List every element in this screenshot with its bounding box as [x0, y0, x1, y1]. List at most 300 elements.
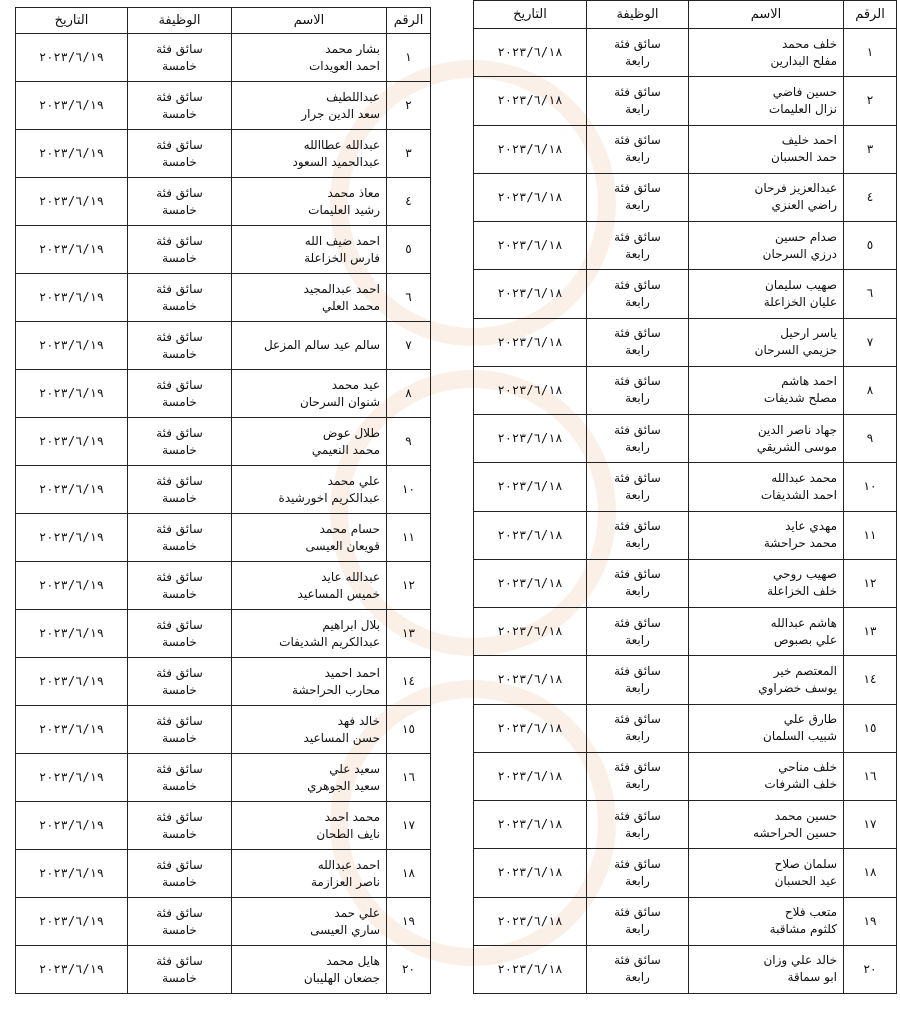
name-line-1: المعتصم خير [773, 663, 837, 678]
employee-name [232, 130, 387, 178]
row-date: ٢٠٢٣/٦/١٨ [474, 29, 587, 77]
employee-name [232, 370, 387, 418]
row-number: ٣ [844, 125, 897, 173]
row-number: ١٣ [844, 608, 897, 656]
job-title [128, 418, 232, 466]
right-table [473, 0, 897, 994]
employee-name [232, 418, 387, 466]
row-number: ٨ [844, 366, 897, 414]
employee-name [689, 849, 844, 897]
job-title [587, 463, 689, 511]
job-line-1: سائق فئة [156, 89, 203, 104]
job-line-2: رابعة [625, 53, 650, 68]
job-line-2: خامسة [162, 586, 197, 601]
row-date: ٢٠٢٣/٦/١٨ [474, 318, 587, 366]
job-title [587, 29, 689, 77]
job-line-1: سائق فئة [156, 329, 203, 344]
employee-name [689, 318, 844, 366]
name-line-2: حمد الحسبان [771, 150, 837, 165]
row-number: ١٧ [844, 801, 897, 849]
job-line-1: سائق فئة [156, 761, 203, 776]
job-title [587, 77, 689, 125]
employee-name [232, 226, 387, 274]
job-line-1: سائق فئة [614, 712, 661, 727]
header-date: التاريخ [16, 8, 128, 34]
job-line-2: رابعة [625, 873, 650, 888]
row-date: ٢٠٢٣/٦/١٩ [16, 226, 128, 274]
employee-name [232, 946, 387, 994]
row-number: ٧ [387, 322, 431, 370]
name-line-2: عبدالكريم الشديفات [279, 634, 380, 649]
table-row [474, 415, 897, 463]
right-table-body [474, 29, 897, 994]
name-line-2: خميس المساعيد [297, 586, 380, 601]
job-title [587, 318, 689, 366]
name-line-2: احمد العويدات [308, 58, 380, 73]
row-date: ٢٠٢٣/٦/١٩ [16, 370, 128, 418]
job-title [587, 415, 689, 463]
name-line-2: جضعان الهليبان [303, 970, 380, 985]
row-number: ١٦ [387, 754, 431, 802]
employee-name [689, 415, 844, 463]
job-title [587, 222, 689, 270]
row-date: ٢٠٢٣/٦/١٩ [16, 946, 128, 994]
name-line-1: سالم عيد سالم المزعل [263, 338, 380, 352]
row-date: ٢٠٢٣/٦/١٨ [474, 415, 587, 463]
employee-name [232, 466, 387, 514]
job-line-2: رابعة [625, 825, 650, 840]
row-date: ٢٠٢٣/٦/١٩ [16, 466, 128, 514]
job-line-2: رابعة [625, 777, 650, 792]
row-date: ٢٠٢٣/٦/١٨ [474, 270, 587, 318]
job-line-2: خامسة [162, 826, 197, 841]
job-line-1: سائق فئة [614, 36, 661, 51]
row-date: ٢٠٢٣/٦/١٨ [474, 511, 587, 559]
name-line-1: احمد عبدالمجيد [303, 281, 380, 296]
name-line-1: احمد هاشم [781, 374, 837, 389]
name-line-1: عبدالله عطاالله [303, 137, 380, 152]
job-line-2: خامسة [162, 490, 197, 505]
name-line-2: قويعان العيسى [305, 538, 380, 553]
employee-name [232, 82, 387, 130]
job-line-1: سائق فئة [156, 617, 203, 632]
job-line-1: سائق فئة [614, 84, 661, 99]
row-number: ١٩ [387, 898, 431, 946]
name-line-2: ساري العيسى [310, 922, 380, 937]
job-title [587, 173, 689, 221]
table-row [474, 608, 897, 656]
job-line-1: سائق فئة [614, 519, 661, 534]
table-header-row [16, 8, 431, 34]
job-line-1: سائق فئة [156, 473, 203, 488]
table-row [474, 29, 897, 77]
table-row [474, 511, 897, 559]
table-row [474, 801, 897, 849]
row-date: ٢٠٢٣/٦/١٩ [16, 754, 128, 802]
job-title [128, 946, 232, 994]
name-line-1: خلف محمد [781, 36, 837, 51]
name-line-1: عبدالله عايد [321, 569, 380, 584]
table-row [474, 656, 897, 704]
job-title [128, 898, 232, 946]
job-title [128, 178, 232, 226]
row-date: ٢٠٢٣/٦/١٩ [16, 514, 128, 562]
job-title [128, 370, 232, 418]
row-number: ١٨ [844, 849, 897, 897]
employee-name [232, 898, 387, 946]
name-line-2: حسن المساعيد [303, 730, 380, 745]
table-row [16, 34, 431, 82]
table-row [16, 946, 431, 994]
header-name: الاسم [232, 8, 387, 34]
name-line-2: شنوان السرحان [299, 394, 380, 409]
table-row [474, 897, 897, 945]
row-number: ١ [387, 34, 431, 82]
job-line-1: سائق فئة [614, 133, 661, 148]
row-date: ٢٠٢٣/٦/١٨ [474, 222, 587, 270]
job-line-1: سائق فئة [156, 953, 203, 968]
table-header-row [474, 1, 897, 29]
job-line-2: رابعة [625, 246, 650, 261]
employee-name [689, 77, 844, 125]
name-line-1: خالد فهد [337, 713, 380, 728]
employee-name [232, 34, 387, 82]
row-date: ٢٠٢٣/٦/١٨ [474, 704, 587, 752]
job-title [587, 559, 689, 607]
name-line-2: رشيد العليمات [308, 202, 380, 217]
job-line-1: سائق فئة [614, 229, 661, 244]
name-line-1: احمد عبدالله [317, 857, 380, 872]
job-title [587, 945, 689, 993]
name-line-1: سلمان صلاح [774, 856, 837, 871]
table-row [16, 466, 431, 514]
job-line-2: خامسة [162, 730, 197, 745]
row-date: ٢٠٢٣/٦/١٩ [16, 82, 128, 130]
name-line-1: حسين فاضي [772, 84, 837, 99]
left-table [15, 7, 431, 994]
job-title [128, 754, 232, 802]
row-number: ٣ [387, 130, 431, 178]
table-row [16, 802, 431, 850]
row-number: ١٤ [844, 656, 897, 704]
job-title [128, 322, 232, 370]
job-line-1: سائق فئة [614, 663, 661, 678]
job-line-1: سائق فئة [614, 808, 661, 823]
name-line-1: عيد محمد [331, 377, 380, 392]
job-line-2: خامسة [162, 778, 197, 793]
name-line-1: علي حمد [334, 905, 380, 920]
name-line-1: احمد خليف [781, 133, 837, 148]
name-line-1: علي محمد [327, 473, 380, 488]
employee-name [689, 897, 844, 945]
job-line-2: رابعة [625, 487, 650, 502]
name-line-2: حزيمي السرحان [754, 343, 837, 358]
name-line-1: احمد احميد [324, 665, 380, 680]
job-title [128, 226, 232, 274]
job-title [128, 706, 232, 754]
name-line-2: محمد حراحشة [763, 536, 837, 551]
employee-name [232, 514, 387, 562]
row-number: ١٢ [844, 559, 897, 607]
name-line-1: احمد ضيف الله [304, 233, 380, 248]
row-number: ١١ [844, 511, 897, 559]
name-line-2: ناصر العزازمة [310, 874, 380, 889]
job-line-1: سائق فئة [156, 521, 203, 536]
row-date: ٢٠٢٣/٦/١٨ [474, 897, 587, 945]
employee-name [689, 366, 844, 414]
row-number: ٢٠ [844, 945, 897, 993]
job-line-1: سائق فئة [156, 41, 203, 56]
job-line-1: سائق فئة [156, 137, 203, 152]
header-number: الرقم [387, 8, 431, 34]
job-line-1: سائق فئة [614, 856, 661, 871]
row-date: ٢٠٢٣/٦/١٨ [474, 945, 587, 993]
table-row [474, 463, 897, 511]
row-number: ٦ [844, 270, 897, 318]
name-line-1: عبداللطيف [326, 89, 380, 104]
job-line-2: رابعة [625, 439, 650, 454]
employee-name [689, 559, 844, 607]
job-line-2: خامسة [162, 538, 197, 553]
table-row [16, 514, 431, 562]
row-date: ٢٠٢٣/٦/١٨ [474, 608, 587, 656]
job-line-2: خامسة [162, 58, 197, 73]
table-row [16, 706, 431, 754]
job-title [128, 274, 232, 322]
row-number: ٢ [844, 77, 897, 125]
name-line-1: صهيب سليمان [765, 277, 837, 292]
table-row [474, 270, 897, 318]
job-line-2: رابعة [625, 536, 650, 551]
job-line-1: سائق فئة [614, 905, 661, 920]
name-line-1: متعب فلاح [784, 905, 837, 920]
job-title [587, 125, 689, 173]
job-title [128, 82, 232, 130]
name-line-2: سعيد الجوهري [307, 778, 380, 793]
job-line-1: سائق فئة [156, 377, 203, 392]
employee-name [689, 29, 844, 77]
name-line-1: معاذ محمد [327, 185, 380, 200]
employee-name [689, 173, 844, 221]
table-row [474, 318, 897, 366]
job-line-1: سائق فئة [156, 281, 203, 296]
name-line-2: محمد النعيمي [311, 442, 380, 457]
job-line-2: رابعة [625, 198, 650, 213]
job-title [128, 562, 232, 610]
row-date: ٢٠٢٣/٦/١٩ [16, 130, 128, 178]
row-number: ١ [844, 29, 897, 77]
name-line-2: ابو سماقة [787, 970, 837, 985]
name-line-2: عبدالكريم اخورشيدة [278, 490, 380, 505]
row-number: ١٠ [844, 463, 897, 511]
job-line-2: خامسة [162, 250, 197, 265]
job-line-2: رابعة [625, 632, 650, 647]
name-line-2: فارس الخزاعلة [304, 250, 380, 265]
name-line-2: موسى الشريقي [756, 439, 837, 454]
row-number: ١٠ [387, 466, 431, 514]
employee-name [689, 704, 844, 752]
row-number: ١١ [387, 514, 431, 562]
row-date: ٢٠٢٣/٦/١٨ [474, 801, 587, 849]
row-date: ٢٠٢٣/٦/١٨ [474, 752, 587, 800]
employee-name [232, 274, 387, 322]
row-date: ٢٠٢٣/٦/١٨ [474, 656, 587, 704]
row-number: ٢٠ [387, 946, 431, 994]
name-line-1: حسام محمد [319, 521, 380, 536]
employee-name [689, 463, 844, 511]
name-line-2: خلف الشرفات [764, 777, 837, 792]
name-line-1: ياسر ارحيل [780, 326, 837, 341]
table-row [16, 370, 431, 418]
left-table-body [16, 34, 431, 994]
job-title [587, 608, 689, 656]
employee-name [232, 658, 387, 706]
table-row [16, 898, 431, 946]
name-line-2: راضي العنزي [771, 198, 837, 213]
job-line-1: سائق فئة [156, 665, 203, 680]
job-title [587, 897, 689, 945]
name-line-1: خلف مناحي [778, 760, 837, 775]
row-date: ٢٠٢٣/٦/١٩ [16, 850, 128, 898]
job-line-2: رابعة [625, 101, 650, 116]
row-date: ٢٠٢٣/٦/١٨ [474, 173, 587, 221]
table-row [16, 562, 431, 610]
row-number: ٤ [387, 178, 431, 226]
job-title [587, 849, 689, 897]
job-title [587, 656, 689, 704]
name-line-2: محمد العلي [322, 298, 380, 313]
name-line-1: خالد علي وزان [763, 953, 837, 968]
employee-name [232, 610, 387, 658]
name-line-1: جهاد ناصر الدين [757, 422, 837, 437]
job-line-2: رابعة [625, 343, 650, 358]
row-number: ٤ [844, 173, 897, 221]
job-line-2: رابعة [625, 922, 650, 937]
employee-name [689, 222, 844, 270]
job-line-1: سائق فئة [156, 425, 203, 440]
name-line-1: بلال ابراهيم [322, 617, 380, 632]
job-line-1: سائق فئة [614, 181, 661, 196]
job-line-1: سائق فئة [614, 953, 661, 968]
job-title [128, 658, 232, 706]
job-line-1: سائق فئة [614, 277, 661, 292]
header-job: الوظيفة [587, 1, 689, 29]
row-number: ٧ [844, 318, 897, 366]
row-number: ١٥ [844, 704, 897, 752]
name-line-2: مصلح شديفات [763, 391, 837, 406]
job-line-2: رابعة [625, 729, 650, 744]
name-line-2: عليان الخزاعلة [763, 294, 837, 309]
row-date: ٢٠٢٣/٦/١٩ [16, 34, 128, 82]
row-date: ٢٠٢٣/٦/١٩ [16, 178, 128, 226]
job-title [587, 752, 689, 800]
name-line-1: طلال عوض [322, 425, 380, 440]
name-line-2: شبيب السلمان [763, 729, 837, 744]
row-date: ٢٠٢٣/٦/١٨ [474, 559, 587, 607]
row-date: ٢٠٢٣/٦/١٩ [16, 898, 128, 946]
job-title [587, 704, 689, 752]
row-date: ٢٠٢٣/٦/١٨ [474, 77, 587, 125]
job-line-2: خامسة [162, 394, 197, 409]
name-line-1: بشار محمد [325, 41, 380, 56]
row-number: ٦ [387, 274, 431, 322]
row-number: ٩ [387, 418, 431, 466]
name-line-2: عيد الحسبان [774, 873, 837, 888]
name-line-2: عبدالحميد السعود [292, 154, 380, 169]
row-date: ٢٠٢٣/٦/١٩ [16, 802, 128, 850]
table-row [474, 559, 897, 607]
job-line-1: سائق فئة [614, 326, 661, 341]
employee-name [232, 706, 387, 754]
job-line-2: خامسة [162, 634, 197, 649]
row-number: ١٣ [387, 610, 431, 658]
row-number: ٢ [387, 82, 431, 130]
row-number: ١٧ [387, 802, 431, 850]
job-line-1: سائق فئة [156, 713, 203, 728]
table-row [16, 658, 431, 706]
employee-name [689, 270, 844, 318]
job-line-2: رابعة [625, 970, 650, 985]
header-job: الوظيفة [128, 8, 232, 34]
job-title [587, 801, 689, 849]
row-date: ٢٠٢٣/٦/١٩ [16, 658, 128, 706]
job-line-1: سائق فئة [614, 567, 661, 582]
employee-name [232, 322, 387, 370]
job-line-1: سائق فئة [156, 185, 203, 200]
job-line-2: خامسة [162, 298, 197, 313]
job-line-2: خامسة [162, 682, 197, 697]
name-line-2: حسين الحراحشه [753, 825, 837, 840]
table-row [16, 130, 431, 178]
name-line-2: محارب الحراحشة [292, 682, 380, 697]
name-line-1: حسين محمد [774, 808, 837, 823]
name-line-2: درزي السرحان [762, 246, 837, 261]
job-line-1: سائق فئة [614, 374, 661, 389]
row-number: ٥ [844, 222, 897, 270]
job-title [128, 466, 232, 514]
employee-name [689, 656, 844, 704]
name-line-2: كلثوم مشاقبة [769, 922, 837, 937]
row-date: ٢٠٢٣/٦/١٨ [474, 463, 587, 511]
job-line-2: خامسة [162, 970, 197, 985]
header-number: الرقم [844, 1, 897, 29]
employee-name [232, 802, 387, 850]
job-line-1: سائق فئة [156, 569, 203, 584]
employee-name [232, 754, 387, 802]
header-name: الاسم [689, 1, 844, 29]
job-line-1: سائق فئة [614, 615, 661, 630]
job-line-2: خامسة [162, 874, 197, 889]
job-line-1: سائق فئة [156, 233, 203, 248]
job-title [128, 850, 232, 898]
row-number: ١٢ [387, 562, 431, 610]
job-line-2: رابعة [625, 680, 650, 695]
job-title [128, 130, 232, 178]
employee-name [232, 562, 387, 610]
table-row [16, 178, 431, 226]
name-line-2: نزال العليمات [768, 101, 837, 116]
table-row [16, 322, 431, 370]
name-line-1: محمد عبدالله [771, 470, 837, 485]
job-title [587, 511, 689, 559]
employee-name [689, 511, 844, 559]
job-line-1: سائق فئة [614, 422, 661, 437]
name-line-2: خلف الخزاعلة [767, 584, 837, 599]
name-line-2: يوسف خضراوي [758, 680, 837, 695]
job-line-2: خامسة [162, 154, 197, 169]
row-date: ٢٠٢٣/٦/١٩ [16, 706, 128, 754]
name-line-2: علي بصبوص [773, 632, 837, 647]
